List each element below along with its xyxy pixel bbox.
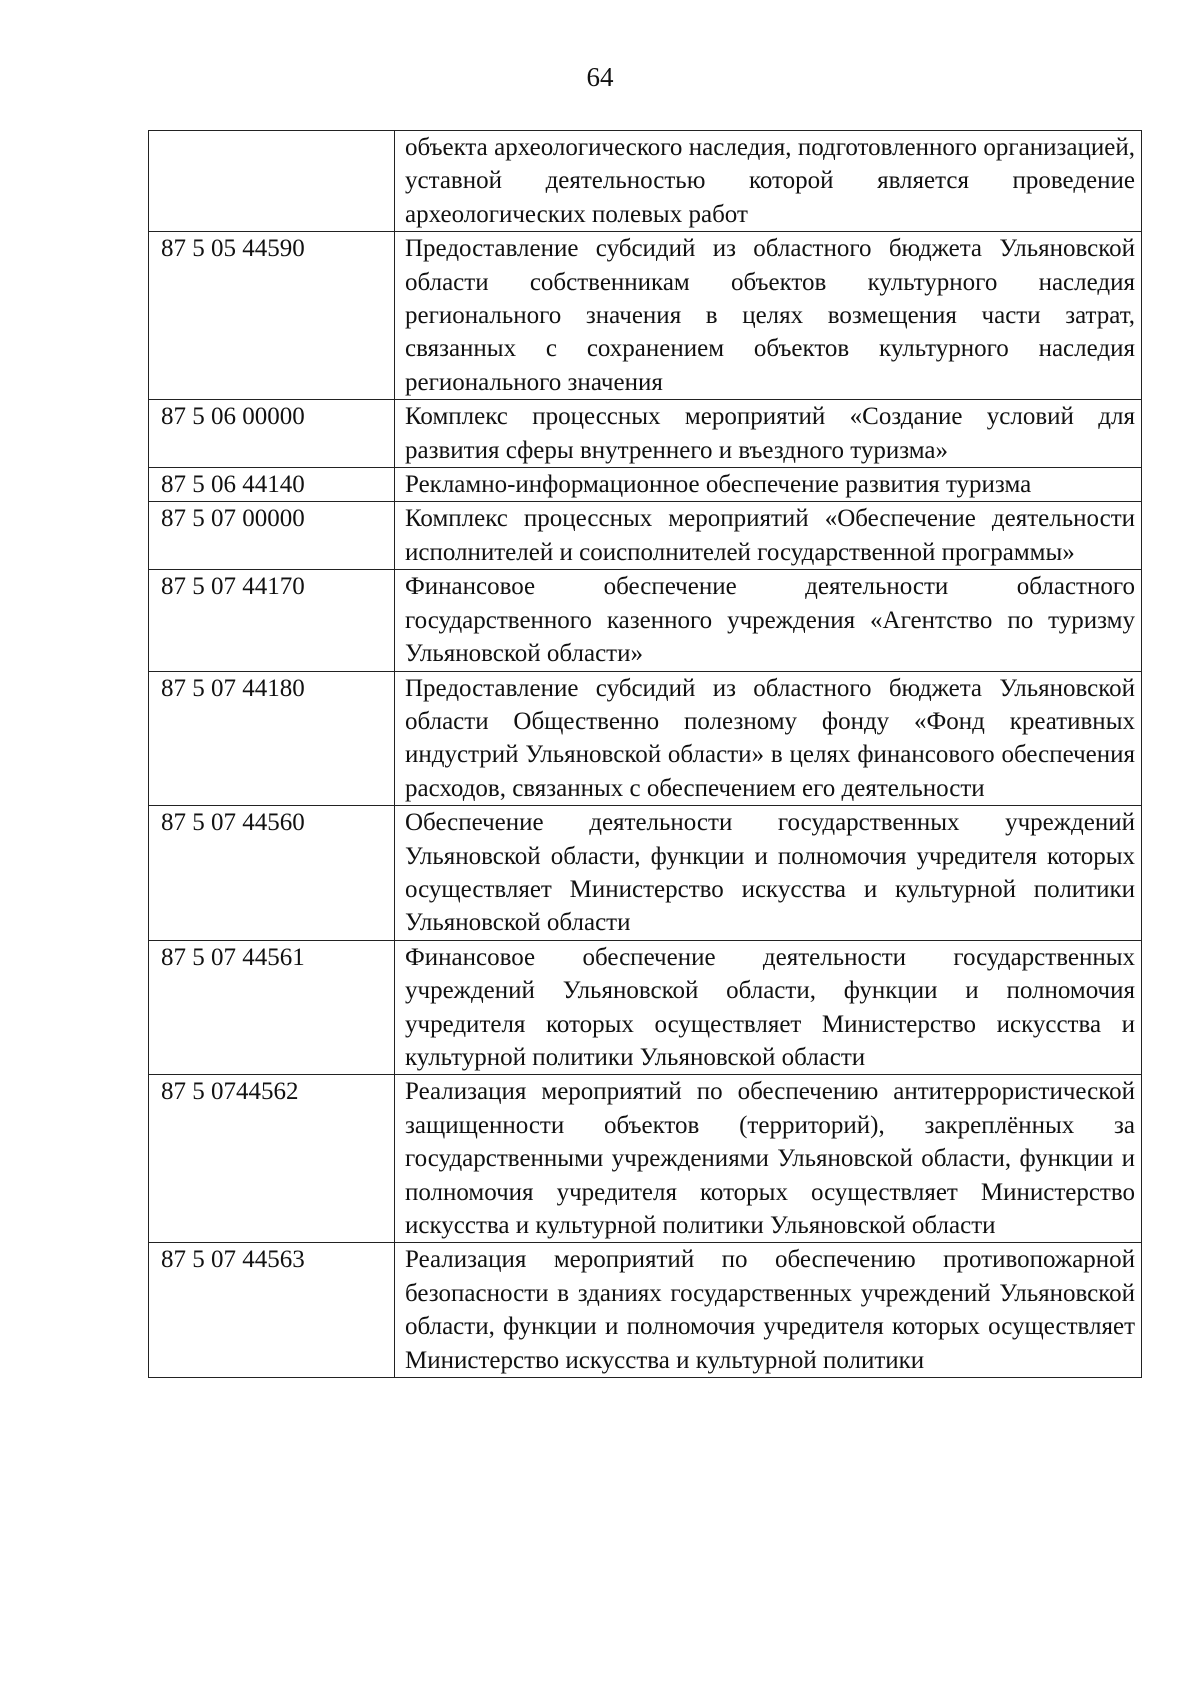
- description-cell: [395, 468, 1142, 502]
- description-cell: [395, 232, 1142, 400]
- table-row: [149, 671, 1142, 806]
- code-cell: 87 5 07 00000: [149, 502, 395, 570]
- code-cell: 87 5 07 44180: [149, 671, 395, 806]
- code-cell: 87 5 07 44561: [149, 940, 395, 1075]
- description-cell: [395, 502, 1142, 570]
- code-cell: 87 5 07 44170: [149, 570, 395, 671]
- description-text: Предоставление субсидий из областного бюджета Ульяновской области собственникам объектов культурного наследия регионального значения в целях возмещения части затрат, связанных с сохранением объектов культурного наследия регионального значения: [405, 235, 1135, 396]
- page-number: 64: [586, 62, 614, 92]
- description-cell: [395, 131, 1142, 232]
- table-row: [149, 806, 1142, 941]
- description-text: Предоставление субсидий из областного бюджета Ульяновской области Общественно полезному фонду «Фонд креативных индустрий Ульяновской области» в целях финансового обеспечения расходов, связанных с обеспечением его деятельности: [405, 674, 1135, 802]
- description-text: Обеспечение деятельности государственных учреждений Ульяновской области, функции и полномочия учредителя которых осуществляет Министерство искусства и культурной политики Ульяновской области: [405, 809, 1135, 937]
- table-row: [149, 502, 1142, 570]
- description-cell: [395, 806, 1142, 941]
- description-text: Финансовое обеспечение деятельности областного государственного казенного учреждения «Агентство по туризму Ульяновской области»: [405, 573, 1135, 668]
- code-cell: 87 5 0744562: [149, 1075, 395, 1243]
- table-row: [149, 232, 1142, 400]
- description-text: Реализация мероприятий по обеспечению антитеррористической защищенности объектов (территорий), закреплённых за государственными учреждениями Ульяновской области, функции и полномочия учредителя которых осуществляет Министерство искусства и культурной политики Ульяновской области: [405, 1078, 1135, 1239]
- description-text: объекта археологического наследия, подготовленного организацией, уставной деятельностью которой является проведение археологических полевых работ: [405, 134, 1135, 228]
- table-row: [149, 940, 1142, 1075]
- code-cell: 87 5 07 44560: [149, 806, 395, 941]
- code-cell: 87 5 06 00000: [149, 400, 395, 468]
- table-row: [149, 400, 1142, 468]
- code-cell: 87 5 07 44563: [149, 1243, 395, 1378]
- table-row: [149, 1075, 1142, 1243]
- description-cell: [395, 570, 1142, 671]
- code-cell: 87 5 05 44590: [149, 232, 395, 400]
- table-row: [149, 1243, 1142, 1378]
- description-cell: [395, 940, 1142, 1075]
- description-text: Комплекс процессных мероприятий «Создание условий для развития сферы внутреннего и въездного туризма»: [405, 403, 1135, 464]
- description-cell: [395, 1075, 1142, 1243]
- description-text: Финансовое обеспечение деятельности государственных учреждений Ульяновской области, функции и полномочия учредителя которых осуществляет Министерство искусства и культурной политики Ульяновской области: [405, 943, 1135, 1071]
- description-cell: [395, 400, 1142, 468]
- description-cell: [395, 671, 1142, 806]
- table-row: [149, 570, 1142, 671]
- table-row: [149, 131, 1142, 232]
- budget-classification-table: [148, 130, 1142, 1378]
- description-text: Комплекс процессных мероприятий «Обеспечение деятельности исполнителей и соисполнителей государственной программы»: [405, 505, 1135, 566]
- code-cell: 87 5 06 44140: [149, 468, 395, 502]
- description-cell: [395, 1243, 1142, 1378]
- description-text: Рекламно-информационное обеспечение развития туризма: [405, 471, 1032, 499]
- description-text: Реализация мероприятий по обеспечению противопожарной безопасности в зданиях государственных учреждений Ульяновской области, функции и полномочия учредителя которых осуществляет Министерство искусства и культурной политики: [405, 1246, 1135, 1374]
- table-row: [149, 468, 1142, 502]
- code-cell: [149, 131, 395, 232]
